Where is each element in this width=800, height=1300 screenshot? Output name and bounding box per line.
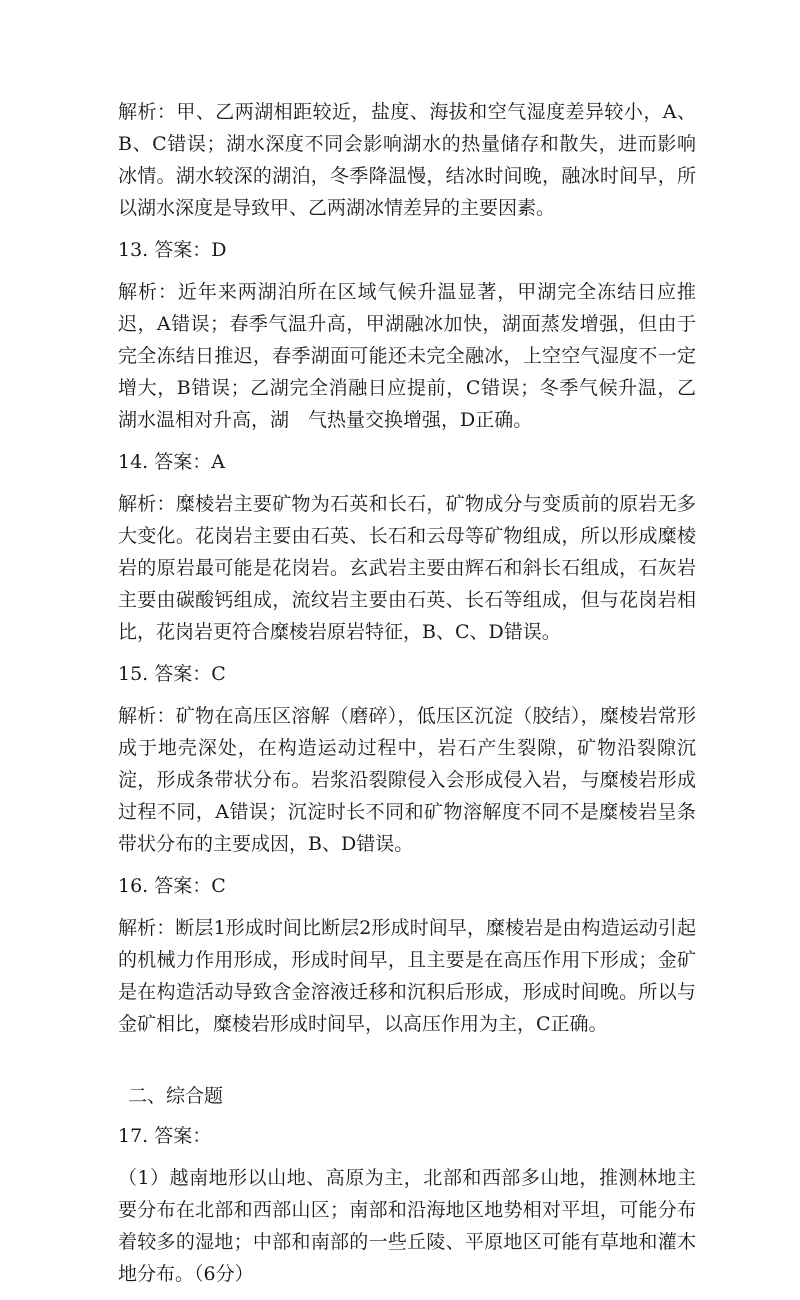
- answer-17: 17. 答案：: [118, 1125, 212, 1147]
- section-title-comprehensive: 二、综合题: [128, 1085, 224, 1107]
- answer-16: 16. 答案：C: [118, 875, 226, 897]
- analysis-16: 解析：断层1形成时间比断层2形成时间早，糜棱岩是由构造运动引起的机械力作用形成，形成时间早，且主要是在高压作用下形成；金矿是在构造活动导致含金溶液迁移和沉积后形成，形成时间晚。所以与金矿相比，糜棱岩形成时间早，以高压作用为主，C正确。: [118, 917, 696, 1035]
- analysis-15: 解析：矿物在高压区溶解（磨碎），低压区沉淀（胶结），糜棱岩常形成于地壳深处，在构造运动过程中，岩石产生裂隙，矿物沿裂隙沉淀，形成条带状分布。岩浆沿裂隙侵入会形成侵入岩，与糜棱岩形成过程不同，A错误；沉淀时长不同和矿物溶解度不同不是糜棱岩呈条带状分布的主要成因，B、D错误。: [118, 705, 696, 855]
- analysis-14: 解析：糜棱岩主要矿物为石英和长石，矿物成分与变质前的原岩无多大变化。花岗岩主要由石英、长石和云母等矿物组成，所以形成糜棱岩的原岩最可能是花岗岩。玄武岩主要由辉石和斜长石组成，石灰岩主要由碳酸钙组成，流纹岩主要由石英、长石等组成，但与花岗岩相比，花岗岩更符合糜棱岩原岩特征，B、C、D错误。: [118, 493, 696, 643]
- analysis-12: 解析：甲、乙两湖相距较近，盐度、海拔和空气湿度差异较小，A、B、C错误；湖水深度不同会影响湖水的热量储存和散失，进而影响冰情。湖水较深的湖泊，冬季降温慢，结冰时间晚，融冰时间早，所以湖水深度是导致甲、乙两湖冰情差异的主要因素。: [118, 101, 696, 219]
- answer-14: 14. 答案：A: [118, 451, 225, 473]
- analysis-13: 解析：近年来两湖泊所在区域气候升温显著，甲湖完全冻结日应推迟，A错误；春季气温升高，甲湖融冰加快，湖面蒸发增强，但由于完全冻结日推迟，春季湖面可能还未完全融冰，上空空气湿度不一定增大，B错误；乙湖完全消融日应提前，C错误；冬季气候升温，乙湖水温相对升高，湖 气热量交换增强，D正确。: [118, 281, 696, 431]
- document-page: [118, 96, 696, 1300]
- answer-17-part-1: （1）越南地形以山地、高原为主，北部和西部多山地，推测林地主要分布在北部和西部山区；南部和沿海地区地势相对平坦，可能分布着较多的湿地；中部和南部的一些丘陵、平原地区可能有草地和灌木地分布。（6分）: [118, 1167, 696, 1285]
- answer-15: 15. 答案：C: [118, 663, 226, 685]
- answer-13: 13. 答案：D: [118, 239, 227, 261]
